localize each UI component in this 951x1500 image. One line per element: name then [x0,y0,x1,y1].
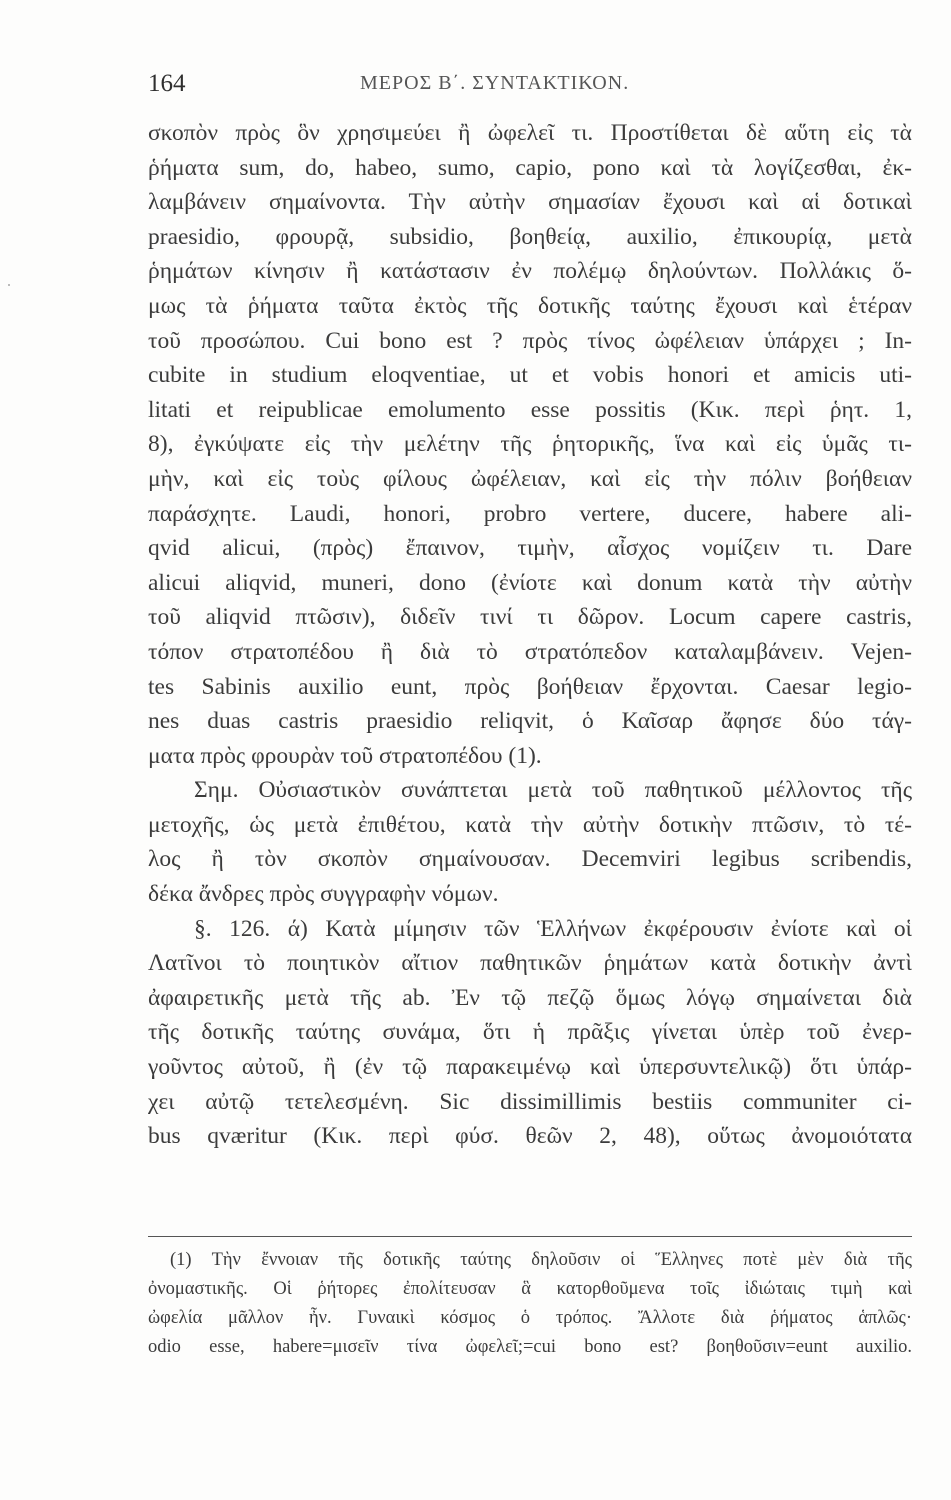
text-line: praesidio, φρουρᾷ, subsidio, βοηθείᾳ, auxilio, ἐπικουρίᾳ, μετὰ [148,223,912,250]
text-line: ῥημάτων κίνησιν ἢ κατάστασιν ἐν πολέμῳ δηλούντων. Πολλάκις ὅ- [148,258,912,285]
text-line: bus qværitur (Κικ. περὶ φύσ. θεῶν 2, 48), οὕτως ἀνομοιότατα [148,1123,912,1150]
text-line: χει αὐτῷ τετελεσμένη. Sic dissimillimis bestiis communiter ci- [148,1088,912,1115]
text-line: τῆς δοτικῆς ταύτης συνάμα, ὅτι ἡ πρᾶξις γίνεται ὑπὲρ τοῦ ἐνερ- [148,1019,912,1046]
text-line: Λατῖνοι τὸ ποιητικὸν αἴτιον παθητικῶν ῥημάτων κατὰ δοτικὴν ἀντὶ [148,950,912,977]
text-line: litati et reipublicae emolumento esse possitis (Κικ. περὶ ῥητ. 1, [148,396,912,423]
footnote-line: (1) Τὴν ἔννοιαν τῆς δοτικῆς ταύτης δηλοῦσιν οἱ Ἕλληνες ποτὲ μὲν διὰ τῆς [170,1250,912,1270]
text-line: ματα πρὸς φρουρὰν τοῦ στρατοπέδου (1). [148,742,542,769]
text-line: τοῦ προσώπου. Cui bono est ? πρὸς τίνος ὠφέλειαν ὑπάρχει ; In- [148,327,912,354]
text-line: cubite in studium eloqventiae, ut et vobis honori et amicis uti- [148,362,912,389]
text-line: qvid alicui, (πρὸς) ἔπαινον, τιμὴν, αἶσχος νομίζειν τι. Dare [148,535,912,562]
footnote-line: ὀνομαστικῆς. Οἱ ῥήτορες ἐπολίτευσαν ἃ κατορθοῦμενα τοῖς ἰδιώταις τιμὴ καὶ [148,1279,912,1299]
running-head: ΜΕΡΟΣ Β΄. ΣΥΝΤΑΚΤΙΚΟΝ. [360,72,630,94]
text-line: τόπον στρατοπέδου ἢ διὰ τὸ στρατόπεδον καταλαμβάνειν. Vejen- [148,638,912,665]
main-text [148,116,912,1154]
page-header [148,70,910,110]
text-line: τοῦ aliqvid πτῶσιν), διδεῖν τινί τι δῶρον. Locum capere castris, [148,604,912,631]
footnote-divider [148,1236,912,1237]
section-line: §. 126. ά) Κατὰ μίμησιν τῶν Ἑλλήνων ἐκφέρουσιν ἐνίοτε καὶ οἱ [194,915,912,942]
text-line: ῥήματα sum, do, habeo, sumo, capio, pono καὶ τὰ λογίζεσθαι, ἐκ- [148,154,912,181]
text-line: nes duas castris praesidio reliqvit, ὁ Καῖσαρ ἄφησε δύο τάγ- [148,708,912,735]
text-line: δέκα ἄνδρες πρὸς συγγραφὴν νόμων. [148,881,499,908]
text-line: παράσχητε. Laudi, honori, probro vertere, ducere, habere ali- [148,500,912,527]
scan-speck [8,284,10,286]
text-line: alicui aliqvid, muneri, dono (ἐνίοτε καὶ donum κατὰ τὴν αὐτὴν [148,569,912,596]
text-line: λος ἢ τὸν σκοπὸν σημαίνουσαν. Decemviri legibus scribendis, [148,846,912,873]
footnotes [148,1246,912,1362]
text-line: γοῦντος αὐτοῦ, ἢ (ἐν τῷ παρακειμένῳ καὶ ὑπερσυντελικῷ) ὅτι ὑπάρ- [148,1054,912,1081]
text-line: ἀφαιρετικῆς μετὰ τῆς ab. Ἐν τῷ πεζῷ ὅμως λόγῳ σημαίνεται διὰ [148,984,912,1011]
text-line: 8), ἐγκύψατε εἰς τὴν μελέτην τῆς ῥητορικῆς, ἵνα καὶ εἰς ὑμᾶς τι- [148,431,912,458]
text-line: λαμβάνειν σημαίνοντα. Τὴν αὐτὴν σημασίαν ἔχουσι καὶ αἱ δοτικαὶ [148,189,912,216]
note-line: Σημ. Οὐσιαστικὸν συνάπτεται μετὰ τοῦ παθητικοῦ μέλλοντος τῆς [194,777,912,804]
text-line: σκοπὸν πρὸς ὃν χρησιμεύει ἢ ὠφελεῖ τι. Προστίθεται δὲ αὕτη εἰς τὰ [148,120,912,146]
footnote-line: odio esse, habere=μισεῖν τίνα ὠφελεῖ;=cui bono est? βοηθοῦσιν=eunt auxilio. [148,1337,912,1357]
footnote-line: ὠφελία μᾶλλον ἦν. Γυναικὶ κόσμος ὁ τρόπος. Ἄλλοτε διὰ ῥήματος ἁπλῶς· [148,1308,912,1328]
page-number: 164 [148,70,186,97]
text-line: μετοχῆς, ὡς μετὰ ἐπιθέτου, κατὰ τὴν αὐτὴν δοτικὴν πτῶσιν, τὸ τέ- [148,811,912,838]
text-line: μως τὰ ῥήματα ταῦτα ἐκτὸς τῆς δοτικῆς ταύτης ἔχουσι καὶ ἑτέραν [148,292,912,319]
text-line: μὴν, καὶ εἰς τοὺς φίλους ὠφέλειαν, καὶ εἰς τὴν πόλιν βοήθειαν [148,465,912,492]
text-line: tes Sabinis auxilio eunt, πρὸς βοήθειαν ἔρχονται. Caesar legio- [148,673,912,700]
